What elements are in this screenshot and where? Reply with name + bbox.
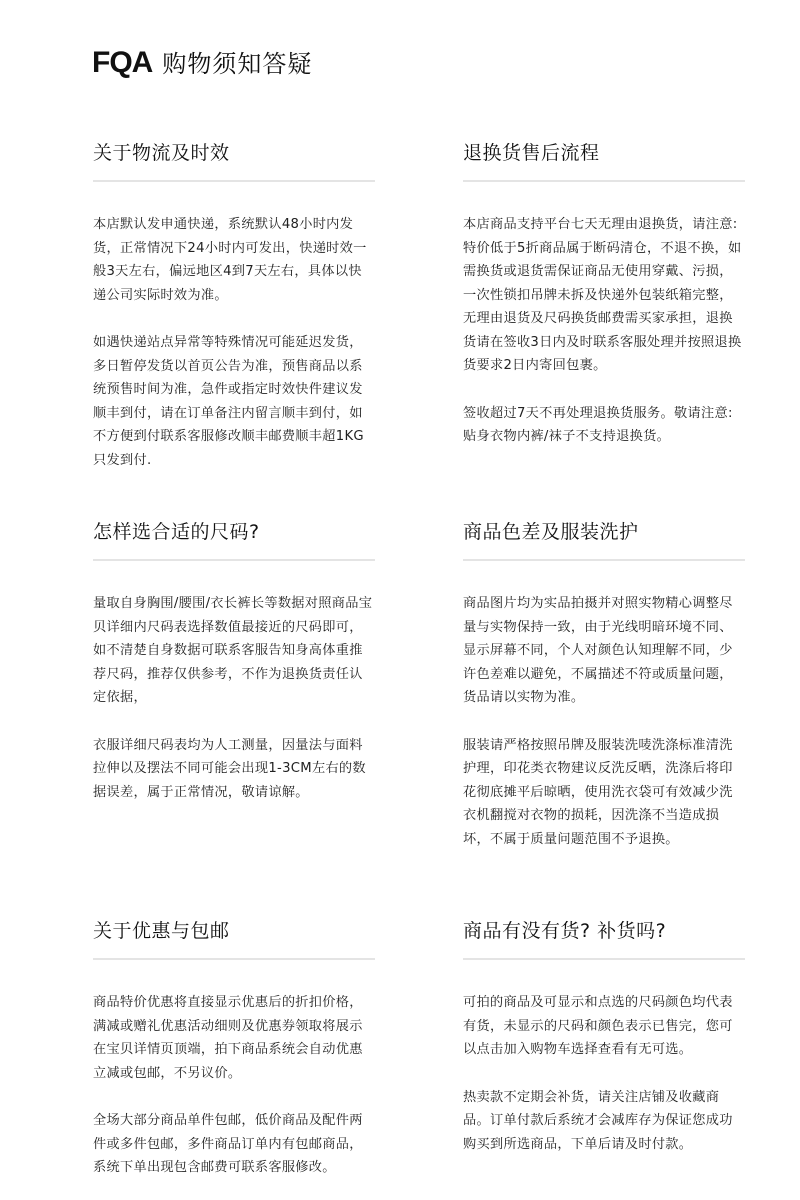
section-divider	[93, 958, 375, 960]
section-paragraph: 本店默认发申通快递，系统默认48小时内发货，正常情况下24小时内可发出，快递时效一般3天左右，偏远地区4到7天左右，具体以快递公司实际时效为准。	[93, 217, 367, 303]
section-paragraph: 可拍的商品及可显示和点选的尺码颜色均代表有货，未显示的尺码和颜色表示已售完，您可以点击加入购物车选择查看有无可选。	[463, 995, 733, 1057]
section-divider	[463, 180, 745, 182]
section-heading: 商品色差及服装洗护	[463, 521, 639, 543]
section-paragraph: 签收超过7天不再处理退换货服务。敬请注意:贴身衣物内裤/袜子不支持退换货。	[463, 405, 733, 444]
section-heading: 商品有没有货? 补货吗?	[463, 920, 667, 942]
section-heading: 怎样选合适的尺码?	[93, 521, 260, 543]
section-paragraph: 全场大部分商品单件包邮，低价商品及配件两件或多件包邮，多件商品订单内有包邮商品，系统下单出现包含邮费可联系客服修改。	[93, 1113, 363, 1175]
section-sizing	[93, 519, 375, 804]
section-returns	[463, 140, 745, 449]
page-title: 购物须知答疑	[162, 50, 313, 78]
section-divider	[463, 559, 745, 561]
section-paragraph: 本店商品支持平台七天无理由退换货，请注意:特价低于5折商品属于断码清仓，不退不换，如需换货或退货需保证商品无使用穿戴、污损，一次性锁扣吊牌未拆及快递外包装纸箱完整，无理由退货及尺码换货邮费需买家承担，退换货请在签收3日内及时联系客服处理并按照退换货要求2日内寄回包裹。	[463, 217, 742, 373]
section-heading: 关于优惠与包邮	[93, 920, 230, 942]
section-stock-restock	[463, 918, 745, 1156]
section-heading: 关于物流及时效	[93, 142, 230, 164]
section-paragraph: 商品特价优惠将直接显示优惠后的折扣价格，满减或赠礼优惠活动细则及优惠券领取将展示在宝贝详情页顶端，拍下商品系统会自动优惠立减或包邮，不另议价。	[93, 995, 363, 1081]
section-paragraph: 热卖款不定期会补货，请关注店铺及收藏商品。订单付款后系统才会减库存为保证您成功购买到所选商品，下单后请及时付款。	[463, 1089, 733, 1152]
section-discounts-shipping	[93, 918, 375, 1180]
section-heading: 退换货售后流程	[463, 142, 600, 164]
section-paragraph: 服装请严格按照吊牌及服装洗唛洗涤标准清洗护理，印花类衣物建议反洗反晒，洗涤后将印花彻底摊平后晾晒，使用洗衣袋可有效减少洗衣机翻搅对衣物的损耗，因洗涤不当造成损坏，不属于质量问题范围不予退换。	[463, 737, 733, 847]
section-paragraph: 商品图片均为实品拍摄并对照实物精心调整尽量与实物保持一致，由于光线明暗环境不同、显示屏幕不同，个人对颜色认知理解不同，少许色差难以避免，不属描述不符或质量问题，货品请以实物为准。	[463, 596, 733, 705]
fqa-logo: FQA	[92, 46, 153, 79]
section-color-care	[463, 519, 745, 851]
page-header	[92, 44, 312, 80]
section-divider	[463, 958, 745, 960]
section-logistics	[93, 140, 375, 472]
section-divider	[93, 180, 375, 182]
section-paragraph: 量取自身胸围/腰围/衣长裤长等数据对照商品宝贝详细内尺码表选择数值最接近的尺码即可，如不清楚自身数据可联系客服告知身高体重推荐尺码，推荐仅供参考，不作为退换货责任认定依据，	[93, 596, 373, 705]
section-paragraph: 衣服详细尺码表均为人工测量，因量法与面料拉伸以及摆法不同可能会出现1-3CM左右的数据误差，属于正常情况，敬请谅解。	[93, 737, 366, 800]
section-divider	[93, 559, 375, 561]
section-paragraph: 如遇快递站点异常等特殊情况可能延迟发货，多日暂停发货以首页公告为准，预售商品以系统预售时间为准，急件或指定时效快件建议发顺丰到付，请在订单备注内留言顺丰到付，如不方便到付联系客服修改顺丰邮费顺丰超1KG只发到付.	[93, 335, 364, 468]
